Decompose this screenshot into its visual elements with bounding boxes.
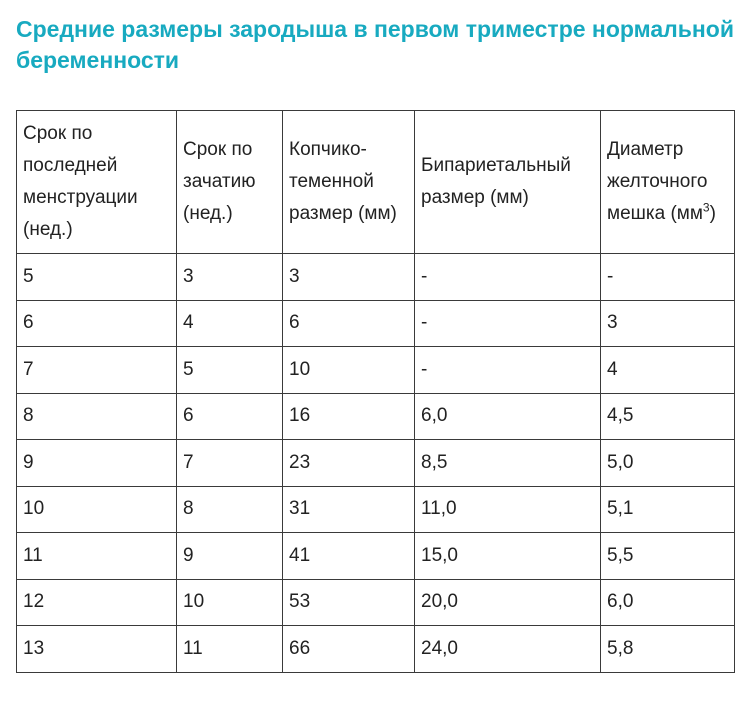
table-cell: 3: [177, 254, 283, 301]
table-header: [17, 111, 735, 254]
table-cell: -: [415, 300, 601, 347]
table-cell: 12: [17, 579, 177, 626]
table-cell: 11: [177, 626, 283, 673]
table-cell: 5,5: [601, 533, 735, 580]
header-cell-lmp-term: Срок по последней менструации (нед.): [17, 111, 177, 254]
table-cell: 15,0: [415, 533, 601, 580]
header-cell-yolk-sac-diameter: [601, 111, 735, 254]
table-cell: 24,0: [415, 626, 601, 673]
table-row: [17, 254, 735, 301]
table-cell: 11: [17, 533, 177, 580]
page-title: Средние размеры зародыша в первом триместре нормальной беременности: [16, 16, 734, 73]
table-cell: 13: [17, 626, 177, 673]
header-row: [17, 111, 735, 254]
table-row: [17, 347, 735, 394]
table-cell: 4: [177, 300, 283, 347]
table-row: [17, 393, 735, 440]
table-cell: 6: [177, 393, 283, 440]
table-cell: 7: [17, 347, 177, 394]
table-cell: 5,0: [601, 440, 735, 487]
table-cell: -: [415, 347, 601, 394]
table-cell: 8: [177, 486, 283, 533]
table-cell: 11,0: [415, 486, 601, 533]
table-cell: 8,5: [415, 440, 601, 487]
header-cell-biparietal-diameter: Бипариетальный размер (мм): [415, 111, 601, 254]
table-cell: 6: [283, 300, 415, 347]
table-cell: 41: [283, 533, 415, 580]
header-cell-crown-rump-length: Копчико-теменной размер (мм): [283, 111, 415, 254]
table-cell: -: [415, 254, 601, 301]
table-cell: 23: [283, 440, 415, 487]
table-cell: 7: [177, 440, 283, 487]
table-cell: 5: [177, 347, 283, 394]
header-yolk-sac-suffix: ): [709, 203, 716, 224]
table-cell: 66: [283, 626, 415, 673]
table-row: [17, 440, 735, 487]
header-yolk-sac-text: Диаметр желточного мешка (мм: [607, 139, 708, 224]
table-cell: 9: [17, 440, 177, 487]
table-row: [17, 486, 735, 533]
table-cell: 16: [283, 393, 415, 440]
table-cell: 5: [17, 254, 177, 301]
table-cell: 20,0: [415, 579, 601, 626]
table-cell: 5,8: [601, 626, 735, 673]
table-cell: 10: [177, 579, 283, 626]
table-cell: 6,0: [601, 579, 735, 626]
table-cell: 3: [601, 300, 735, 347]
header-yolk-sac-superscript: 3: [702, 200, 710, 215]
table-row: [17, 300, 735, 347]
table-row: [17, 579, 735, 626]
table-cell: 4,5: [601, 393, 735, 440]
header-cell-conception-term: Срок по зачатию (нед.): [177, 111, 283, 254]
table-cell: 10: [17, 486, 177, 533]
table-body: [17, 254, 735, 673]
table-cell: 5,1: [601, 486, 735, 533]
table-cell: 6: [17, 300, 177, 347]
table-row: [17, 533, 735, 580]
embryo-size-table: [16, 110, 735, 673]
table-cell: -: [601, 254, 735, 301]
table-cell: 31: [283, 486, 415, 533]
table-cell: 10: [283, 347, 415, 394]
table-cell: 8: [17, 393, 177, 440]
table-cell: 3: [283, 254, 415, 301]
table-row: [17, 626, 735, 673]
table-cell: 6,0: [415, 393, 601, 440]
table-cell: 4: [601, 347, 735, 394]
table-cell: 53: [283, 579, 415, 626]
table-cell: 9: [177, 533, 283, 580]
